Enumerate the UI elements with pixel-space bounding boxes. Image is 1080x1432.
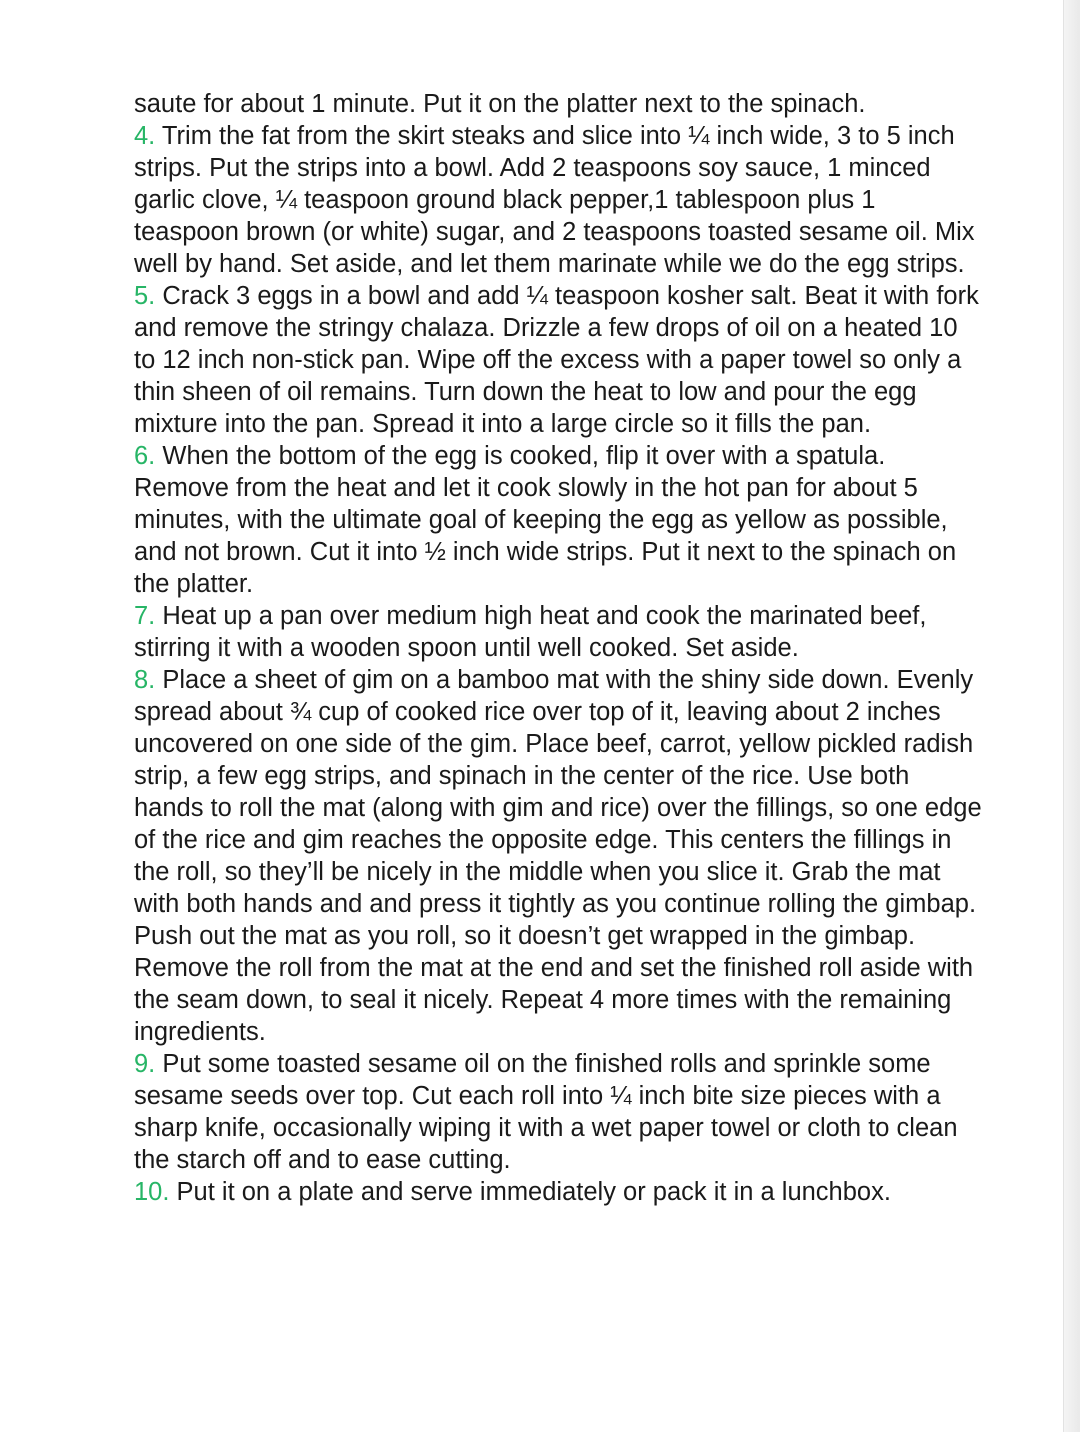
step-number: 10. [134, 1178, 170, 1206]
step-text: Place a sheet of gim on a bamboo mat with the shiny side down. Evenly spread about ¾ cup of cooked rice over top of it, leaving about 2 inches uncovered on one side of the gim. Place beef, carrot, yellow pickled radish strip, a few egg strips, and spinach in the center of the rice. Use both hands to roll the mat (along with gim and rice) over the fillings, so one edge of the rice and gim reaches the opposite edge. This centers the fillings in the roll, so they’ll be nicely in the middle when you slice it. Grab the mat with both hands and and press it tightly as you continue rolling the gimbap. Push out the mat as you roll, so it doesn’t get wrapped in the gimbap. Remove the roll from the mat at the end and set the finished roll aside with the seam down, to seal it nicely. Repeat 4 more times with the remaining ingredients. [134, 666, 982, 1046]
step-number: 5. [134, 282, 156, 310]
step-7 [134, 600, 984, 664]
paragraph-continuation [134, 88, 984, 120]
step-9 [134, 1048, 984, 1176]
recipe-instructions [134, 88, 984, 1208]
scrollbar-edge[interactable] [1063, 0, 1080, 1432]
step-5 [134, 280, 984, 440]
step-text: When the bottom of the egg is cooked, flip it over with a spatula. Remove from the heat and let it cook slowly in the hot pan for about 5 minutes, with the ultimate goal of keeping the egg as yellow as possible, and not brown. Cut it into ½ inch wide strips. Put it next to the spinach on the platter. [134, 442, 957, 598]
step-text: saute for about 1 minute. Put it on the platter next to the spinach. [134, 90, 866, 118]
step-10 [134, 1176, 984, 1208]
step-number: 6. [134, 442, 156, 470]
step-text: Heat up a pan over medium high heat and cook the marinated beef, stirring it with a wooden spoon until well cooked. Set aside. [134, 602, 927, 662]
step-4 [134, 120, 984, 280]
step-text: Trim the fat from the skirt steaks and slice into ¼ inch wide, 3 to 5 inch strips. Put the strips into a bowl. Add 2 teaspoons soy sauce, 1 minced garlic clove, ¼ teaspoon ground black pepper,1 tablespoon plus 1 teaspoon brown (or white) sugar, and 2 teaspoons toasted sesame oil. Mix well by hand. Set aside, and let them marinate while we do the egg strips. [134, 122, 975, 278]
step-number: 7. [134, 602, 156, 630]
step-text: Put some toasted sesame oil on the finished rolls and sprinkle some sesame seeds over top. Cut each roll into ¼ inch bite size pieces with a sharp knife, occasionally wiping it with a wet paper towel or cloth to clean the starch off and to ease cutting. [134, 1050, 958, 1174]
step-text: Crack 3 eggs in a bowl and add ¼ teaspoon kosher salt. Beat it with fork and remove the stringy chalaza. Drizzle a few drops of oil on a heated 10 to 12 inch non-stick pan. Wipe off the excess with a paper towel so only a thin sheen of oil remains. Turn down the heat to low and pour the egg mixture into the pan. Spread it into a large circle so it fills the pan. [134, 282, 979, 438]
step-8 [134, 664, 984, 1048]
step-number: 9. [134, 1050, 156, 1078]
step-number: 4. [134, 122, 156, 150]
step-text: Put it on a plate and serve immediately or pack it in a lunchbox. [176, 1178, 891, 1206]
step-6 [134, 440, 984, 600]
step-number: 8. [134, 666, 156, 694]
